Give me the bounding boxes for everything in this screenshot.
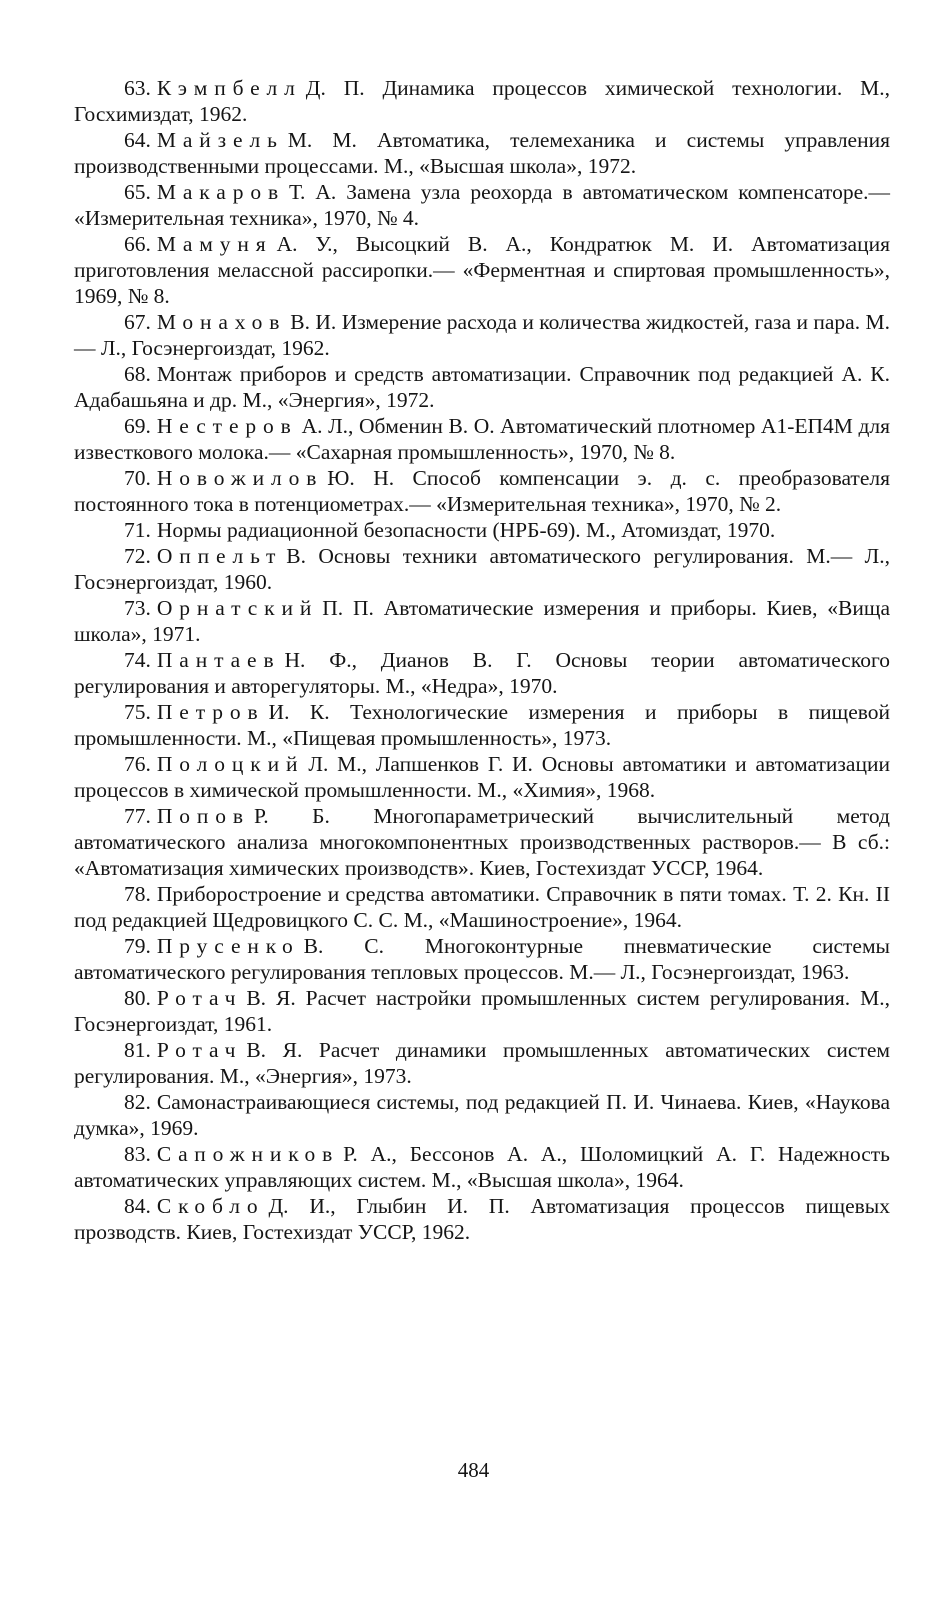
bibliography-entry: [74, 465, 890, 517]
entry-author: Макаров: [156, 180, 286, 204]
page-number: 484: [457, 1458, 490, 1482]
entry-number: 84.: [124, 1194, 151, 1218]
entry-number: 79.: [124, 934, 151, 958]
entry-text: Р. А., Бессонов А. А., Шоломицкий А. Г. Надежность автоматических управляющих систем. М., «Высшая школа», 1964.: [74, 1142, 890, 1192]
entry-text: В. Основы техники автоматического регулирования. М.— Л., Госэнергоиздат, 1960.: [74, 544, 890, 594]
bibliography-entry: [74, 933, 890, 985]
entry-number: 82.: [124, 1090, 151, 1114]
bibliography-entry: [74, 803, 890, 881]
bibliography-entry: [74, 413, 890, 465]
entry-author: Новожилов: [156, 466, 324, 490]
bibliography-entry: [74, 179, 890, 231]
entry-text: Л. М., Лапшенков Г. И. Основы автоматики и автоматизации процессов в химической промышленности. М., «Химия», 1968.: [74, 752, 890, 802]
entry-number: 65.: [124, 180, 151, 204]
entry-author: Орнатский: [156, 596, 319, 620]
bibliography-entry: [74, 517, 890, 543]
entry-author: Прусенко: [156, 934, 300, 958]
bibliography-entry: [74, 543, 890, 595]
entry-number: 68.: [124, 362, 151, 386]
entry-number: 73.: [124, 596, 151, 620]
entry-author: Петров: [156, 700, 265, 724]
entry-text: М. М. Автоматика, телемеханика и системы управления производственными процессами. М., «Высшая школа», 1972.: [74, 128, 890, 178]
bibliography-entry: [74, 1089, 890, 1141]
entry-author: Пантаев: [156, 648, 281, 672]
bibliography-list: [74, 75, 890, 1245]
entry-text: И. К. Технологические измерения и приборы в пищевой промышленности. М., «Пищевая промышленность», 1973.: [74, 700, 890, 750]
entry-author: Сапожников: [156, 1142, 340, 1166]
entry-author: Ротач: [156, 986, 243, 1010]
entry-text: Т. А. Замена узла реохорда в автоматическом компенсаторе.— «Измерительная техника», 1970, № 4.: [74, 180, 890, 230]
entry-author: Скобло: [156, 1194, 265, 1218]
entry-text: Н. Ф., Дианов В. Г. Основы теории автоматического регулирования и авторегуляторы. М., «Недра», 1970.: [74, 648, 890, 698]
bibliography-entry: [74, 985, 890, 1037]
entry-number: 70.: [124, 466, 151, 490]
entry-number: 83.: [124, 1142, 151, 1166]
bibliography-entry: [74, 127, 890, 179]
entry-number: 69.: [124, 414, 151, 438]
bibliography-entry: [74, 881, 890, 933]
bibliography-entry: [74, 1193, 890, 1245]
entry-number: 67.: [124, 310, 151, 334]
entry-number: 75.: [124, 700, 151, 724]
entry-number: 66.: [124, 232, 151, 256]
entry-number: 76.: [124, 752, 151, 776]
entry-text: П. П. Автоматические измерения и приборы. Киев, «Вища школа», 1971.: [74, 596, 890, 646]
bibliography-entry: [74, 699, 890, 751]
entry-text: В. Я. Расчет настройки промышленных систем регулирования. М., Госэнергоиздат, 1961.: [74, 986, 890, 1036]
entry-number: 77.: [124, 804, 151, 828]
entry-text: Монтаж приборов и средств автоматизации. Справочник под редакцией А. К. Адабашьяна и др. М., «Энергия», 1972.: [74, 362, 890, 412]
entry-author: Мамуня: [156, 232, 273, 256]
entry-author: Кэмпбелл: [156, 76, 302, 100]
entry-text: А. Л., Обменин В. О. Автоматический плотномер А1-ЕП4М для известкового молока.— «Сахарная промышленность», 1970, № 8.: [74, 414, 890, 464]
entry-number: 74.: [124, 648, 151, 672]
bibliography-entry: [74, 1141, 890, 1193]
entry-author: Оппельт: [156, 544, 283, 568]
bibliography-entry: [74, 309, 890, 361]
entry-text: В. Я. Расчет динамики промышленных автоматических систем регулирования. М., «Энергия», 1973.: [74, 1038, 890, 1088]
entry-text: Р. Б. Многопараметрический вычислительный метод автоматического анализа многокомпонентных производственных растворов.— В сб.: «Автоматизация химических производств». Киев, Гостехиздат УССР, 1964.: [74, 804, 890, 880]
entry-author: Монахов: [156, 310, 287, 334]
entry-text: Нормы радиационной безопасности (НРБ-69). М., Атомиздат, 1970.: [156, 518, 776, 542]
bibliography-entry: [74, 595, 890, 647]
entry-author: Ротач: [156, 1038, 243, 1062]
entry-number: 72.: [124, 544, 151, 568]
entry-text: Ю. Н. Способ компенсации э. д. с. преобразователя постоянного тока в потенциометрах.— «Измерительная техника», 1970, № 2.: [74, 466, 890, 516]
bibliography-page: [74, 75, 890, 1245]
entry-text: Д. И., Глыбин И. П. Автоматизация процессов пищевых прозводств. Киев, Гостехиздат УССР, 1962.: [74, 1194, 890, 1244]
entry-author: Майзель: [156, 128, 284, 152]
entry-number: 80.: [124, 986, 151, 1010]
bibliography-entry: [74, 1037, 890, 1089]
entry-author: Полоцкий: [156, 752, 305, 776]
entry-text: Приборостроение и средства автоматики. Справочник в пяти томах. Т. 2. Кн. II под редакцией Щедровицкого С. С. М., «Машиностроение», 1964.: [74, 882, 890, 932]
entry-text: В. С. Многоконтурные пневматические системы автоматического регулирования тепловых процессов. М.— Л., Госэнергоиздат, 1963.: [74, 934, 890, 984]
entry-text: В. И. Измерение расхода и количества жидкостей, газа и пара. М.— Л., Госэнергоиздат, 1962.: [74, 310, 890, 360]
entry-author: Попов: [156, 804, 250, 828]
entry-number: 81.: [124, 1038, 151, 1062]
entry-number: 64.: [124, 128, 151, 152]
bibliography-entry: [74, 647, 890, 699]
bibliography-entry: [74, 751, 890, 803]
entry-text: Самонастраивающиеся системы, под редакцией П. И. Чинаева. Киев, «Наукова думка», 1969.: [74, 1090, 890, 1140]
entry-text: Д. П. Динамика процессов химической технологии. М., Госхимиздат, 1962.: [74, 76, 890, 126]
bibliography-entry: [74, 361, 890, 413]
entry-number: 71.: [124, 518, 151, 542]
entry-number: 63.: [124, 76, 151, 100]
entry-number: 78.: [124, 882, 151, 906]
bibliography-entry: [74, 231, 890, 309]
entry-author: Нестеров: [156, 414, 298, 438]
entry-text: А. У., Высоцкий В. А., Кондратюк М. И. Автоматизация приготовления мелассной рассиропки.— «Ферментная и спиртовая промышленность», 1969, № 8.: [74, 232, 890, 308]
bibliography-entry: [74, 75, 890, 127]
